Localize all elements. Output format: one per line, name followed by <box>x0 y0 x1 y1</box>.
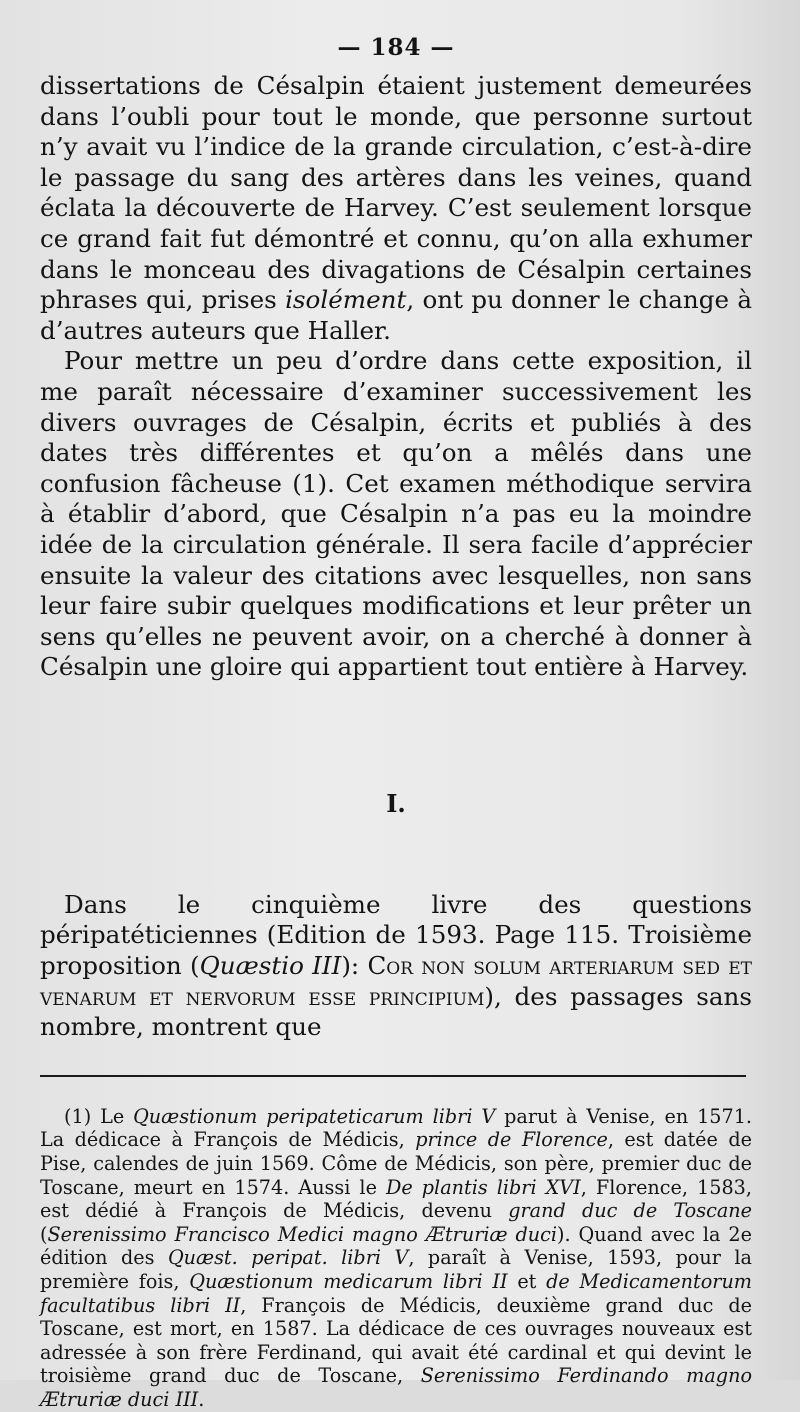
italic-text: Quæstionum peripateticarum libri V <box>133 1104 496 1128</box>
italic-text: Quæstionum medicarum libri II <box>189 1270 508 1293</box>
footnote-marker: (1) <box>64 1104 92 1128</box>
paragraph-text: , ont pu donner le change à d’autres auteurs que Haller. <box>40 285 752 345</box>
paragraph-text: ): <box>341 951 368 981</box>
section-heading: I. <box>386 788 406 818</box>
footnote-text: ). Quand avec la 2e édition des <box>40 1222 752 1270</box>
footnote-divider <box>40 1075 746 1077</box>
italic-text: Serenissimo Francisco Medici magno Ætruriæ duci <box>47 1222 557 1246</box>
paragraph-text: ), des passages sans nombre, montrent que <box>40 981 752 1042</box>
italic-text: prince de Florence <box>415 1128 608 1152</box>
footnote-text: ( <box>40 1222 48 1246</box>
italic-text: isolément <box>285 285 407 315</box>
italic-text: Quæstio III <box>199 951 342 981</box>
paragraph-text: dissertations de Césalpin étaient justement demeurées dans l’oubli pour tout le monde, que personne surtout n’y avait vu l’indice de la grande circulation, c’est-à-dire le passage du sang des artères dans les veines, quand éclata la découverte de Harvey. C’est seulement lorsque ce grand fait fut démontré et connu, qu’on alla exhumer dans le monceau des divagations de Césalpin certaines phrases qui, prises <box>40 71 752 315</box>
paragraph-method: Pour mettre un peu d’ordre dans cette exposition, il me paraît nécessaire d’examiner successivement les divers ouvrages de Césalpin, écrits et publiés à des dates très différentes et qu’on a mêlés dans une confusion fâcheuse (1). Cet examen méthodique servira à établir d’abord, que Césalpin n’a pas eu la moindre idée de la circulation générale. Il sera facile d’apprécier ensuite la valeur des citations avec lesquelles, non sans leur faire subir quelques modifications et leur prêter un sens qu’elles ne peuvent avoir, on a cherché à donner à Césalpin une gloire qui appartient tout entière à Harvey. <box>40 346 752 682</box>
footnote-text: . <box>198 1387 205 1411</box>
paragraph-continuation <box>40 71 752 346</box>
italic-text: De plantis libri XVI <box>385 1175 581 1199</box>
italic-text: grand duc de Toscane <box>508 1199 752 1223</box>
small-caps-quote: Cor non solum arteriarum sed et venarum et nervorum esse principium <box>40 951 753 1011</box>
footnote-text: et <box>507 1270 547 1293</box>
footnote <box>40 1105 752 1412</box>
page-number: — 184 — <box>337 34 455 61</box>
italic-text: Quæst. peripat. libri V <box>167 1246 409 1270</box>
footnote-text: parut à Venise, en 1571. La dédicace à François de Médicis, <box>40 1104 752 1152</box>
italic-text: Serenissimo Ferdinando magno Ætruriæ duci III <box>40 1364 752 1411</box>
footnote-text: , Florence, 1583, est dédié à François de Médicis, devenu <box>40 1175 752 1223</box>
footnote-text: Le <box>91 1104 134 1128</box>
paragraph-fifth-book <box>40 890 752 1043</box>
footnote-text: , François de Médicis, deuxième grand duc de Toscane, est mort, en 1587. La dédicace de ces ouvrages nouveaux est adressée à son frère Ferdinand, qui avait été cardinal et qui devint le troisième grand duc de Toscane, <box>40 1293 752 1388</box>
paragraph-text: Dans le cinquième livre des questions péripatéticiennes (Edition de 1593. Page 115. Troisième proposition ( <box>40 889 752 981</box>
footnote-text: , est datée de Pise, calendes de juin 1569. Côme de Médicis, son père, premier duc de Toscane, meurt en 1574. Aussi le <box>40 1128 752 1199</box>
footnote-text: , paraît à Venise, 1593, pour la première fois, <box>40 1246 752 1293</box>
italic-text: de Medicamentorum facultatibus libri II <box>40 1270 752 1317</box>
